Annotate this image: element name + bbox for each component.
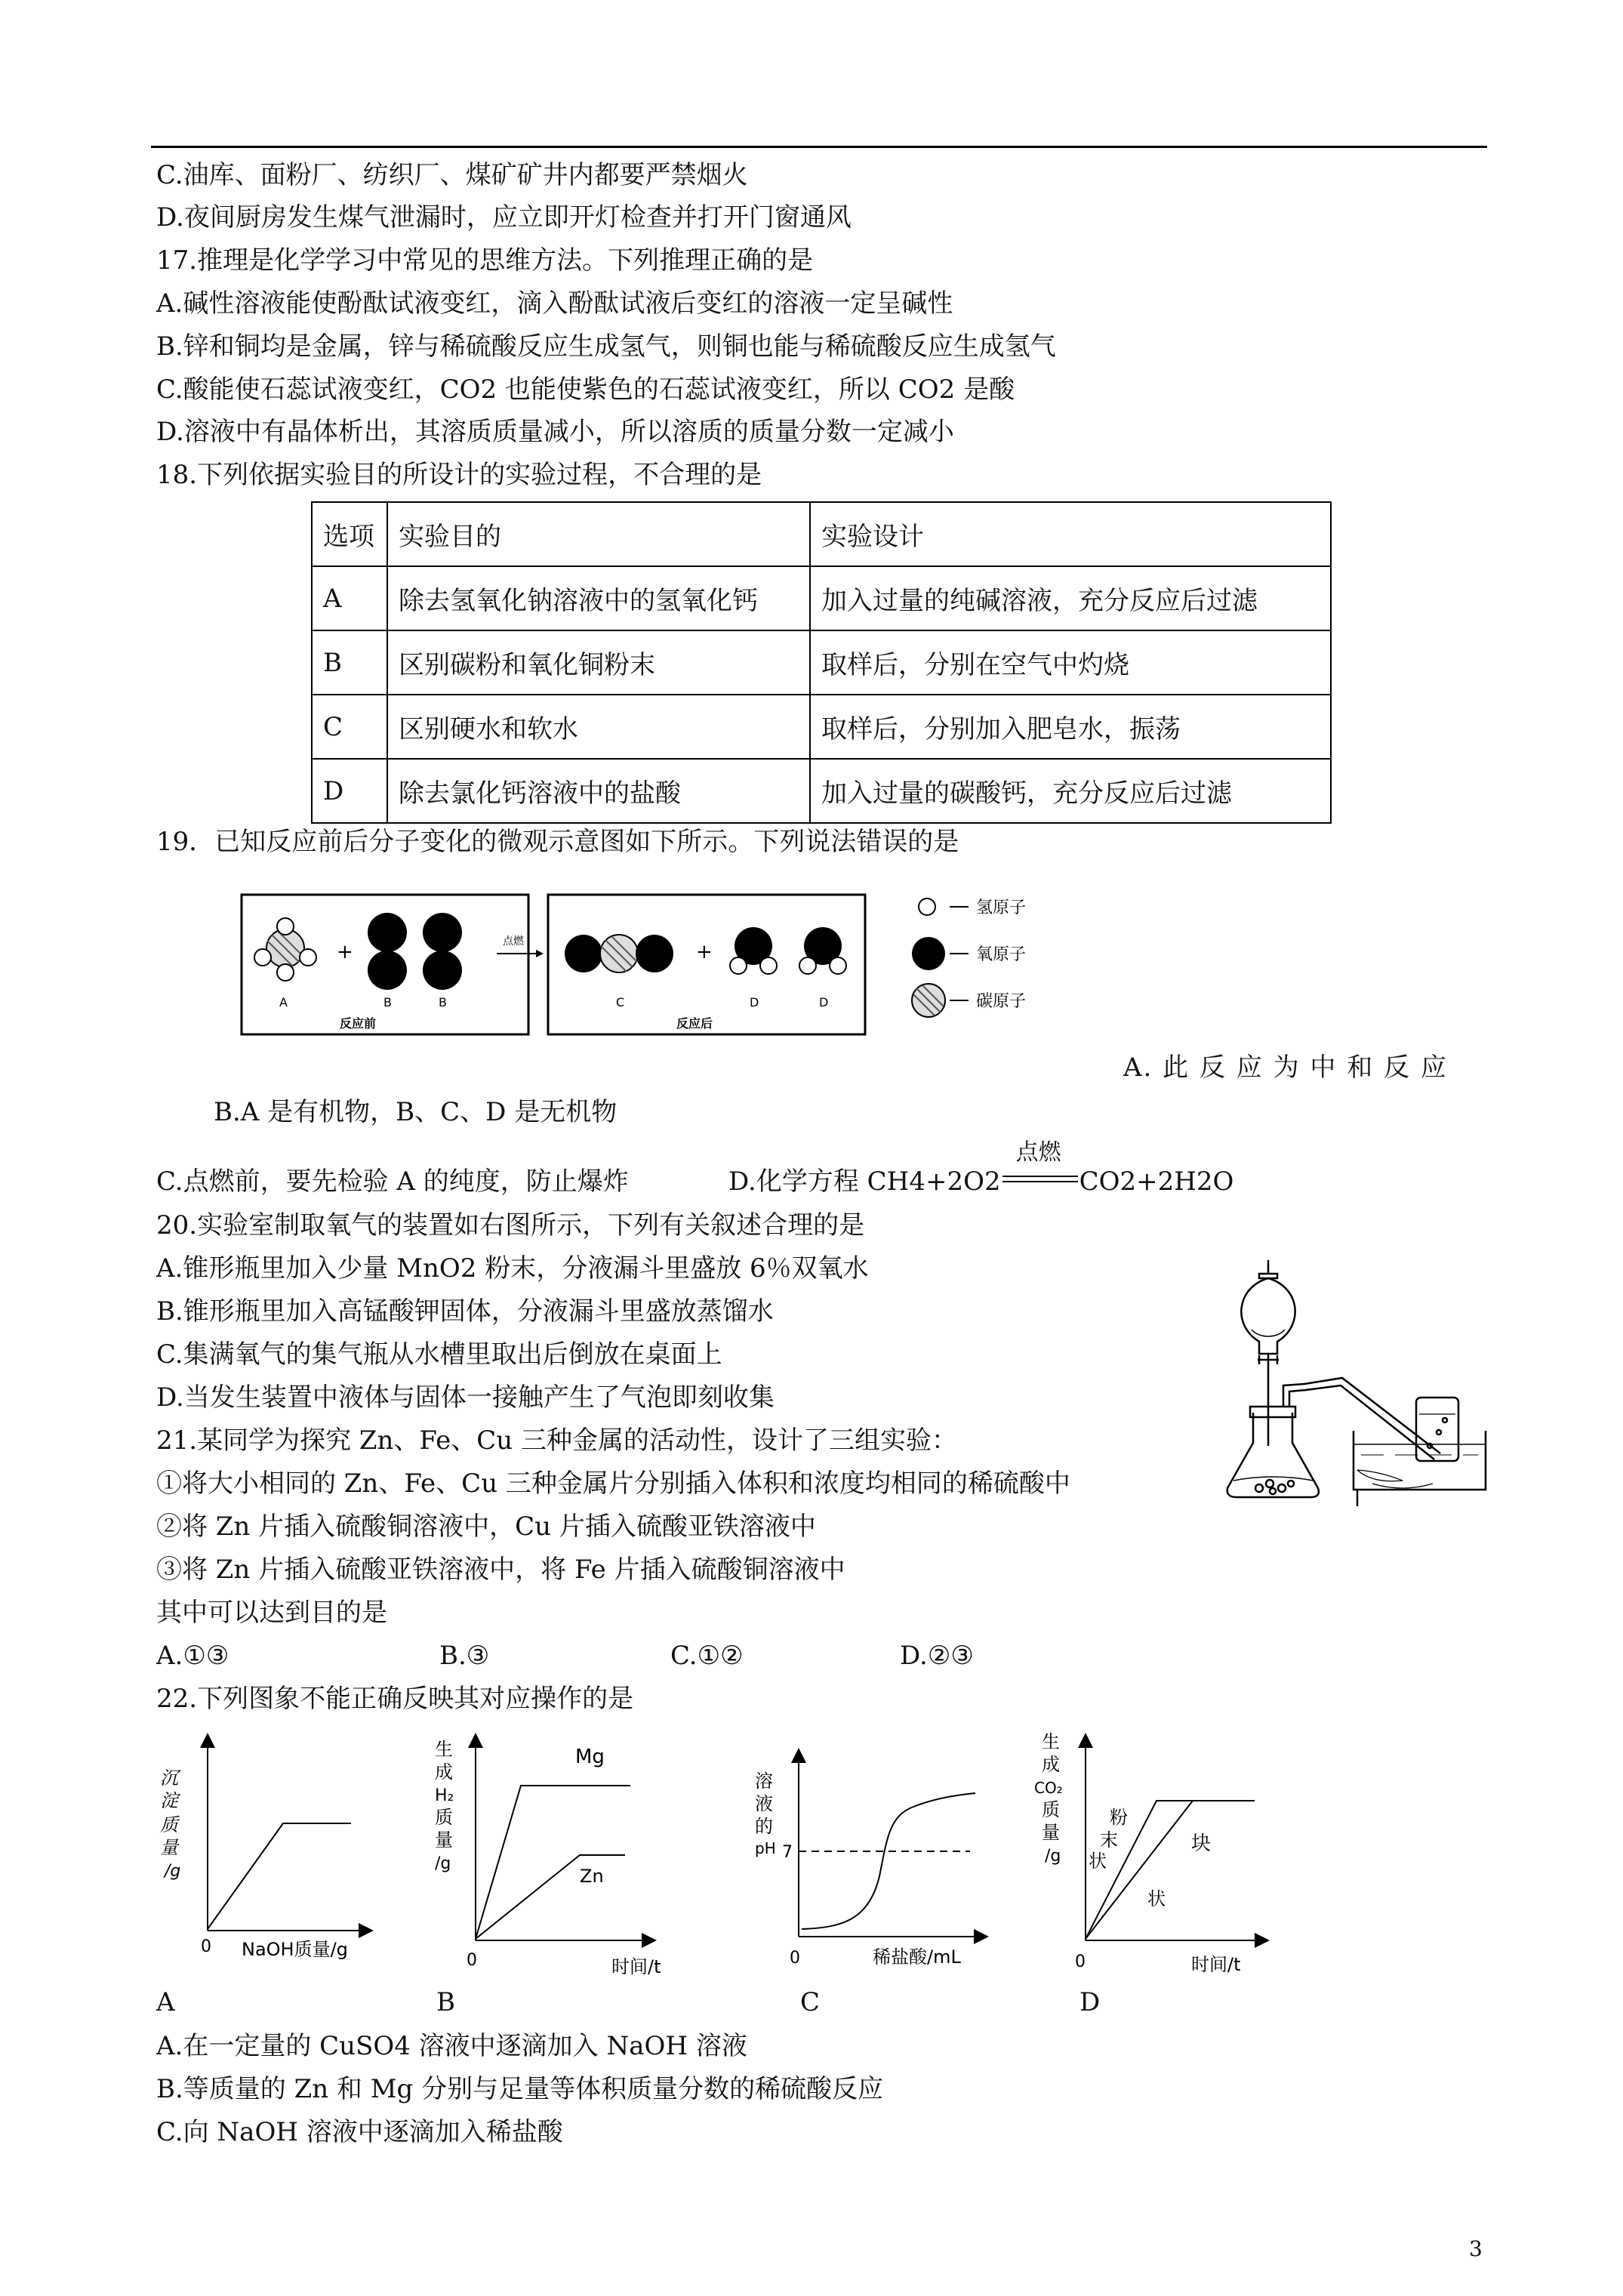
table-row	[312, 695, 1331, 759]
axis-label: CO₂	[1034, 1779, 1063, 1797]
legend-hydrogen: 氢原子	[976, 898, 1027, 917]
header-rule	[151, 146, 1487, 148]
arrow-label: 点燃	[503, 935, 524, 948]
molecule-b	[368, 913, 407, 990]
q21-option-d: D.②③	[900, 1641, 974, 1671]
table-cell: D	[312, 759, 387, 823]
q21-option-a: A.①③	[156, 1641, 229, 1671]
table-cell: 加入过量的碳酸钙，充分反应后过滤	[810, 759, 1331, 823]
axis-label: 量	[435, 1829, 453, 1851]
series-label: 粉	[1110, 1807, 1128, 1828]
q19-stem: 19．已知反应前后分子变化的微观示意图如下所示。下列说法错误的是	[156, 827, 959, 857]
molecule-label: D	[819, 995, 829, 1009]
table-row	[312, 759, 1331, 823]
q21-question: 其中可以达到目的是	[156, 1598, 387, 1628]
table-cell: B	[312, 630, 387, 695]
q20-apparatus-figure	[1221, 1257, 1493, 1506]
q21-method-1: ①将大小相同的 Zn、Fe、Cu 三种金属片分别插入体积和浓度均相同的稀硫酸中	[156, 1469, 1070, 1499]
origin-label: 0	[201, 1937, 211, 1956]
q19-option-c: C.点燃前，要先检验 A 的纯度，防止爆炸	[156, 1166, 629, 1197]
q19-reaction-diagram	[240, 893, 1093, 1052]
axis-label: 质	[160, 1814, 178, 1835]
series-label: 状	[1089, 1851, 1107, 1872]
q18-stem: 18.下列依据实验目的所设计的实验过程，不合理的是	[156, 460, 762, 490]
axis-label: 成	[435, 1761, 453, 1783]
axis-label: /g	[435, 1854, 451, 1873]
q21-stem: 21.某同学为探究 Zn、Fe、Cu 三种金属的活动性，设计了三组实验：	[156, 1425, 957, 1456]
q18-table	[311, 501, 1332, 824]
q21-option-c: C.①②	[670, 1641, 744, 1671]
graph-label-c: C	[800, 1987, 821, 2017]
plus-sign: +	[337, 941, 353, 963]
q22-stem: 22.下列图象不能正确反映其对应操作的是	[156, 1684, 634, 1714]
table-cell: 除去氢氧化钠溶液中的氢氧化钙	[387, 566, 810, 630]
equation-condition: 点燃	[1015, 1139, 1061, 1166]
axis-label: 沉	[160, 1767, 178, 1789]
table-cell: A	[312, 566, 387, 630]
table-cell: 选项	[312, 502, 387, 566]
molecule-a	[254, 918, 316, 981]
axis-label: 的	[755, 1816, 773, 1837]
axis-label: H₂	[435, 1786, 454, 1805]
graph-c	[755, 1755, 981, 1968]
series-label: Zn	[580, 1866, 604, 1887]
table-cell: 实验设计	[810, 502, 1331, 566]
q19-option-a: A. 此 反 应 为 中 和 反 应	[1123, 1052, 1448, 1083]
table-cell: 取样后，分别在空气中灼烧	[810, 630, 1331, 695]
q17-option-c: C.酸能使石蕊试液变红，CO2 也能使紫色的石蕊试液变红，所以 CO2 是酸	[156, 374, 1015, 405]
page-number: 3	[1469, 2236, 1483, 2261]
molecule-label: B	[383, 995, 392, 1009]
molecule-d	[730, 927, 777, 974]
tick-label: 7	[782, 1843, 793, 1862]
graph-label-b: B	[436, 1987, 455, 2017]
series-label: 块	[1191, 1832, 1212, 1855]
before-label: 反应前	[340, 1016, 377, 1031]
molecule-b	[423, 913, 462, 990]
graph-a	[160, 1740, 366, 1960]
q16-option-d: D.夜间厨房发生煤气泄漏时，应立即开灯检查并打开门窗通风	[156, 202, 852, 233]
molecule-label: C	[616, 995, 625, 1009]
origin-label: 0	[1075, 1952, 1086, 1971]
q20-option-d: D.当发生装置中液体与固体一接触产生了气泡即刻收集	[156, 1382, 775, 1413]
q17-option-d: D.溶液中有晶体析出，其溶质质量减小，所以溶质的质量分数一定减小	[156, 417, 954, 447]
table-cell: 区别硬水和软水	[387, 695, 810, 759]
x-axis-label: 时间/t	[611, 1956, 661, 1977]
table-header-row	[312, 502, 1331, 566]
axis-label: pH	[755, 1839, 776, 1857]
origin-label: 0	[467, 1951, 477, 1970]
graph-label-d: D	[1079, 1987, 1101, 2017]
equation-reactants: D.化学方程 CH4+2O2	[728, 1166, 1001, 1197]
molecule-label: B	[439, 995, 447, 1009]
q20-option-a: A.锥形瓶里加入少量 MnO2 粉末，分液漏斗里盛放 6％双氧水	[156, 1253, 869, 1284]
q20-option-c: C.集满氧气的集气瓶从水槽里取出后倒放在桌面上	[156, 1339, 722, 1370]
q19-option-b: B.A 是有机物，B、C、D 是无机物	[214, 1097, 617, 1127]
legend-carbon: 碳原子	[976, 992, 1027, 1011]
equation-products: CO2+2H2O	[1079, 1166, 1234, 1197]
series-label: 末	[1100, 1829, 1118, 1851]
molecule-label: A	[279, 995, 288, 1009]
graph-d	[1034, 1731, 1262, 1975]
equation-condition-sign	[1002, 1139, 1078, 1197]
q17-option-a: A.碱性溶液能使酚酞试液变红，滴入酚酞试液后变红的溶液一定呈碱性	[156, 288, 953, 319]
graph-b	[435, 1739, 661, 1977]
q17-option-b: B.锌和铜均是金属，锌与稀硫酸反应生成氢气，则铜也能与稀硫酸反应生成氢气	[156, 331, 1056, 362]
axis-label: /g	[165, 1862, 181, 1881]
axis-label: 成	[1042, 1754, 1060, 1775]
q22-graphs	[159, 1725, 1306, 1982]
axis-label: /g	[1045, 1847, 1061, 1866]
origin-label: 0	[790, 1949, 800, 1968]
x-axis-label: 稀盐酸/mL	[873, 1946, 961, 1968]
x-axis-label: 时间/t	[1191, 1954, 1241, 1975]
q22-option-b: B.等质量的 Zn 和 Mg 分别与足量等体积质量分数的稀硫酸反应	[156, 2074, 884, 2104]
q21-method-3: ③将 Zn 片插入硫酸亚铁溶液中，将 Fe 片插入硫酸铜溶液中	[156, 1555, 845, 1585]
q22-option-c: C.向 NaOH 溶液中逐滴加入稀盐酸	[156, 2117, 563, 2147]
table-cell: 区别碳粉和氧化铜粉末	[387, 630, 810, 695]
q20-stem: 20.实验室制取氧气的装置如右图所示，下列有关叙述合理的是	[156, 1210, 865, 1240]
table-cell: 除去氯化钙溶液中的盐酸	[387, 759, 810, 823]
axis-label: 生	[1042, 1731, 1060, 1752]
axis-label: 量	[160, 1837, 178, 1858]
q20-option-b: B.锥形瓶里加入高锰酸钾固体，分液漏斗里盛放蒸馏水	[156, 1296, 774, 1327]
axis-label: 淀	[160, 1790, 178, 1811]
table-cell: 取样后，分别加入肥皂水，振荡	[810, 695, 1331, 759]
graph-label-a: A	[156, 1987, 175, 2017]
molecule-c	[565, 935, 673, 972]
molecule-label: D	[750, 995, 759, 1009]
q21-option-b: B.③	[439, 1641, 490, 1671]
q22-option-a: A.在一定量的 CuSO4 溶液中逐滴加入 NaOH 溶液	[156, 2031, 747, 2061]
q17-stem: 17.推理是化学学习中常见的思维方法。下列推理正确的是	[156, 245, 814, 276]
table-cell: 实验目的	[387, 502, 810, 566]
after-label: 反应后	[676, 1016, 713, 1031]
plus-sign: +	[696, 941, 713, 963]
atom-legend	[912, 898, 1026, 1017]
axis-label: 溶	[755, 1771, 773, 1792]
axis-label: 质	[1042, 1799, 1060, 1820]
table-cell: C	[312, 695, 387, 759]
axis-label: 液	[755, 1793, 773, 1814]
q21-method-2: ②将 Zn 片插入硫酸铜溶液中，Cu 片插入硫酸亚铁溶液中	[156, 1512, 816, 1542]
axis-label: 量	[1042, 1822, 1060, 1843]
legend-oxygen: 氧原子	[976, 945, 1027, 964]
table-cell: 加入过量的纯碱溶液，充分反应后过滤	[810, 566, 1331, 630]
q16-option-c: C.油库、面粉厂、纺织厂、煤矿矿井内都要严禁烟火	[156, 160, 748, 190]
axis-label: 生	[435, 1739, 453, 1760]
series-label: 状	[1147, 1888, 1166, 1909]
axis-label: 质	[435, 1807, 453, 1828]
q19-option-d	[728, 1139, 1234, 1197]
table-row	[312, 630, 1331, 695]
molecule-d	[799, 927, 846, 974]
x-axis-label: NaOH质量/g	[242, 1939, 348, 1960]
table-row	[312, 566, 1331, 630]
series-label: Mg	[575, 1746, 605, 1768]
